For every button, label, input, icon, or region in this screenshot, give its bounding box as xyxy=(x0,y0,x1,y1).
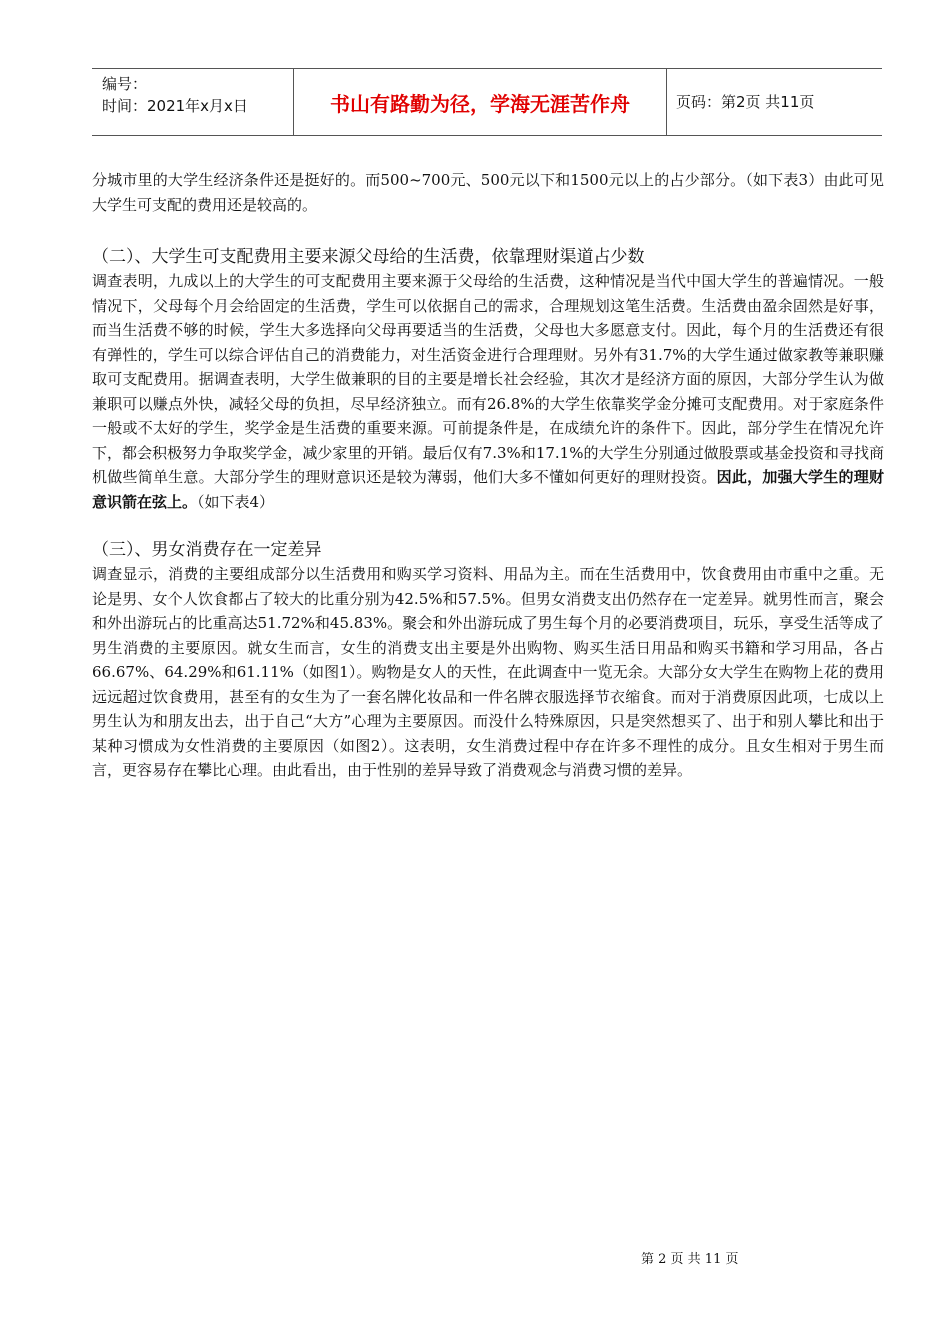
page-footer: 第 2 页 共 11 页 xyxy=(641,1252,739,1267)
section-heading-2: （二）、大学生可支配费用主要来源父母给的生活费，依靠理财渠道占少数 xyxy=(92,247,645,267)
header-motto: 书山有路勤为径，学海无涯苦作舟 xyxy=(293,69,667,135)
page-header xyxy=(92,68,882,136)
document-body xyxy=(92,168,884,783)
document-time-label: 时间：2021年x月x日 xyxy=(102,97,248,115)
paragraph-income-sources xyxy=(92,269,884,514)
header-left-cell xyxy=(102,73,248,117)
header-page-info: 页码：第2页 共11页 xyxy=(676,93,815,111)
paragraph-gender-differences: 调查显示，消费的主要组成部分以生活费用和购买学习资料、用品为主。而在生活费用中，饮食费用由市重中之重。无论是男、女个人饮食都占了较大的比重分别为42.5%和57.5%。但男女消费支出仍然存在一定差异。就男性而言，聚会和外出游玩占的比重高达51.72%和45.83%。聚会和外出游玩成了男生每个月的必要消费项目，玩乐，享受生活等成了男生消费的主要原因。就女生而言，女生的消费支出主要是外出购物、购买生活日用品和购买书籍和学习用品，各占66.67%、64.29%和61.11%（如图1）。购物是女人的天性，在此调查中一览无余。大部分女大学生在购物上花的费用远远超过饮食费用，甚至有的女生为了一套名牌化妆品和一件名牌衣服选择节衣缩食。而对于消费原因此项，七成以上男生认为和朋友出去，出于自己“大方”心理为主要原因。而没什么特殊原因，只是突然想买了、出于和别人攀比和出于某种习惯成为女性消费的主要原因（如图2）。这表明，女生消费过程中存在许多不理性的成分。且女生相对于男生而言，更容易存在攀比心理。由此看出，由于性别的差异导致了消费观念与消费习惯的差异。 xyxy=(92,565,884,779)
paragraph-income-sources-emphasis: 因此，加强大学生的理财意识箭在弦上。 xyxy=(92,468,884,511)
paragraph-economic-conditions: 分城市里的大学生经济条件还是挺好的。而500~700元、500元以下和1500元以上的占少部分。（如下表3）由此可见大学生可支配的费用还是较高的。 xyxy=(92,171,884,214)
section-heading-3: （三）、男女消费存在一定差异 xyxy=(92,540,322,560)
paragraph-income-sources-text: 调查表明，九成以上的大学生的可支配费用主要来源于父母给的生活费，这种情况是当代中国大学生的普遍情况。一般情况下，父母每个月会给固定的生活费，学生可以依据自己的需求，合理规划这笔生活费。生活费由盈余固然是好事，而当生活费不够的时候，学生大多选择向父母再要适当的生活费，父母也大多愿意支付。因此，每个月的生活费还有很有弹性的，学生可以综合评估自己的消费能力，对生活资金进行合理理财。另外有31.7%的大学生通过做家教等兼职赚取可支配费用。据调查表明，大学生做兼职的目的主要是增长社会经验，其次才是经济方面的原因，大部分学生认为做兼职可以赚点外快，减轻父母的负担，尽早经济独立。而有26.8%的大学生依靠奖学金分摊可支配费用。对于家庭条件一般或不太好的学生，奖学金是生活费的重要来源。可前提条件是，在成绩允许的条件下。因此，部分学生在情况允许下，都会积极努力争取奖学金，减少家里的开销。最后仅有7.3%和17.1%的大学生分别通过做股票或基金投资和寻找商机做些简单生意。大部分学生的理财意识还是较为薄弱，他们大多不懂如何更好的理财投资。 xyxy=(92,272,884,486)
document-number-label: 编号： xyxy=(102,75,148,93)
paragraph-income-sources-reference: （如下表4） xyxy=(197,492,275,511)
